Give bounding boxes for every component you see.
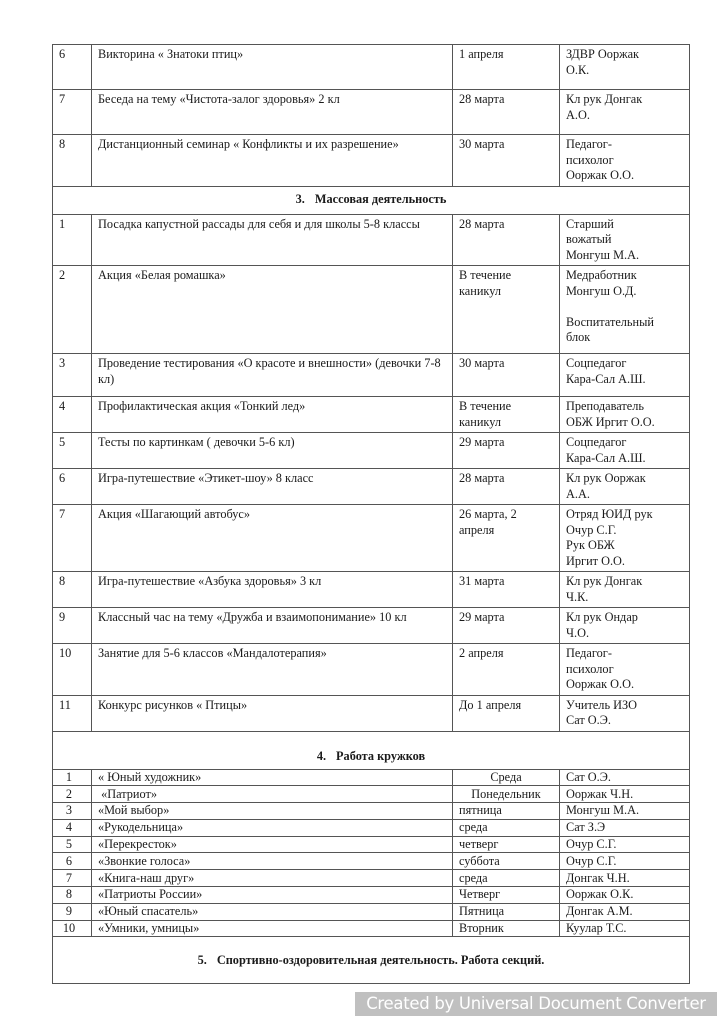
circle-name: «Умники, умницы» (92, 920, 453, 937)
event-responsible (560, 608, 690, 644)
circle-leader: Донгак А.М. (560, 903, 690, 920)
row-number: 7 (53, 90, 92, 135)
event-responsible (560, 644, 690, 696)
table-row (53, 433, 690, 469)
circle-number: 2 (53, 786, 92, 803)
circle-day: четверг (453, 836, 560, 853)
event-responsible (560, 135, 690, 187)
event-responsible (560, 354, 690, 397)
event-name: Акция «Белая ромашка» (92, 266, 453, 354)
table-row (53, 786, 690, 803)
event-name: Игра-путешествие «Азбука здоровья» 3 кл (92, 572, 453, 608)
event-date: 29 марта (453, 608, 560, 644)
circle-number: 4 (53, 819, 92, 836)
circle-leader: Сат З.Э (560, 819, 690, 836)
section5-title: Спортивно-оздоровительная деятельность. Работа секций. (216, 952, 545, 967)
circle-leader: Очур С.Г. (560, 853, 690, 870)
event-date: 2 апреля (453, 644, 560, 696)
circle-name: «Рукодельница» (92, 819, 453, 836)
row-number: 6 (53, 469, 92, 505)
event-date: 28 марта (453, 214, 560, 266)
responsible-line: Иргит О.О. (566, 553, 626, 568)
event-name: Профилактическая акция «Тонкий лед» (92, 397, 453, 433)
table-row (53, 803, 690, 820)
responsible-line: психолог (566, 152, 614, 167)
circle-day: пятница (453, 803, 560, 820)
table-row (53, 90, 690, 135)
responsible-line: Кл рук Донгак (566, 574, 643, 588)
circle-leader: Куулар Т.С. (560, 920, 690, 937)
row-number: 5 (53, 433, 92, 469)
responsible-line: Преподаватель (566, 399, 644, 413)
event-date: 31 марта (453, 572, 560, 608)
event-date: 1 апреля (453, 45, 560, 90)
row-number: 6 (53, 45, 92, 90)
circle-name: «Патриот» (92, 786, 453, 803)
event-responsible (560, 266, 690, 354)
responsible-line: Монгуш О.Д. (566, 283, 637, 298)
section4-header (53, 731, 690, 769)
event-date: 30 марта (453, 135, 560, 187)
event-name: Беседа на тему «Чистота-залог здоровья» 2 кл (92, 90, 453, 135)
responsible-line: вожатый (566, 232, 612, 246)
circle-day: Среда (453, 769, 560, 786)
table-row (53, 769, 690, 786)
circle-day: среда (453, 819, 560, 836)
table-row (53, 903, 690, 920)
responsible-line: Монгуш М.А. (566, 247, 640, 262)
circle-number: 9 (53, 903, 92, 920)
row-number: 8 (53, 572, 92, 608)
circle-day: суббота (453, 853, 560, 870)
circle-day: Понедельник (453, 786, 560, 803)
table-row (53, 214, 690, 266)
table-row (53, 45, 690, 90)
responsible-line: Воспитательный (566, 314, 654, 329)
table-row (53, 608, 690, 644)
table-row (53, 266, 690, 354)
responsible-line: Рук ОБЖ (566, 538, 615, 552)
circle-name: « Юный художник» (92, 769, 453, 786)
circle-leader: Донгак Ч.Н. (560, 870, 690, 887)
section4-number: 4. (316, 749, 327, 763)
circle-leader: Сат О.Э. (560, 769, 690, 786)
event-name: Викторина « Знатоки птиц» (92, 45, 453, 90)
event-date: 26 марта, 2 апреля (453, 505, 560, 572)
event-responsible (560, 695, 690, 731)
responsible-line: Ооржак О.О. (566, 168, 635, 182)
table-row (53, 695, 690, 731)
section5-heading (53, 937, 690, 984)
circle-name: «Книга-наш друг» (92, 870, 453, 887)
event-responsible (560, 45, 690, 90)
circle-day: Вторник (453, 920, 560, 937)
section3-number: 3. (295, 192, 305, 207)
table-row (53, 572, 690, 608)
circle-leader: Ооржак О.К. (560, 887, 690, 904)
responsible-line: Учитель ИЗО (566, 697, 638, 712)
circle-name: «Патриоты России» (92, 887, 453, 904)
section5-number: 5. (197, 952, 207, 967)
table-row (53, 135, 690, 187)
table-row (53, 644, 690, 696)
event-date: 28 марта (453, 90, 560, 135)
responsible-line: Медработник (566, 268, 637, 282)
section4-rows (53, 769, 690, 937)
event-responsible (560, 572, 690, 608)
circle-number: 10 (53, 920, 92, 937)
section2-tail-rows (53, 45, 690, 187)
table-row (53, 819, 690, 836)
responsible-line: Ч.К. (566, 589, 589, 604)
row-number: 11 (53, 695, 92, 731)
responsible-line: Ооржак О.О. (566, 677, 635, 691)
section3-heading (53, 186, 690, 214)
circle-number: 7 (53, 870, 92, 887)
circle-day: среда (453, 870, 560, 887)
responsible-line: Соцпедагог (566, 435, 627, 449)
circle-day: Четверг (453, 887, 560, 904)
event-responsible (560, 505, 690, 572)
responsible-line: Педагог- (566, 137, 612, 151)
row-number: 4 (53, 397, 92, 433)
converter-watermark: Created by Universal Document Converter (355, 992, 717, 1016)
responsible-line: Старший (566, 216, 614, 231)
responsible-line: Очур С.Г. (566, 522, 617, 537)
event-date: 29 марта (453, 433, 560, 469)
table-row (53, 920, 690, 937)
circle-number: 5 (53, 836, 92, 853)
document-page (52, 44, 689, 984)
section3-header (53, 186, 690, 214)
responsible-line: ЗДВР Ооржак (566, 47, 640, 61)
circle-number: 6 (53, 853, 92, 870)
section5-header (53, 937, 690, 984)
circle-name: «Перекресток» (92, 836, 453, 853)
event-date: 28 марта (453, 469, 560, 505)
responsible-line: блок (566, 330, 591, 344)
responsible-line: Отряд ЮИД рук (566, 507, 653, 521)
section4-heading (53, 731, 690, 769)
responsible-line: Сат О.Э. (566, 713, 611, 727)
event-date: В течение каникул (453, 266, 560, 354)
event-date: До 1 апреля (453, 695, 560, 731)
event-date: 30 марта (453, 354, 560, 397)
row-number: 7 (53, 505, 92, 572)
responsible-line: Кл рук Ондар (566, 610, 638, 624)
circle-leader: Монгуш М.А. (560, 803, 690, 820)
responsible-line: Кл рук Ооржак (566, 471, 646, 485)
responsible-line: Кара-Сал А.Ш. (566, 450, 646, 465)
responsible-line: А.О. (566, 107, 590, 122)
event-name: Классный час на тему «Дружба и взаимопонимание» 10 кл (92, 608, 453, 644)
table-row (53, 505, 690, 572)
responsible-line: А.А. (566, 486, 590, 501)
circle-leader: Очур С.Г. (560, 836, 690, 853)
row-number: 10 (53, 644, 92, 696)
event-name: Акция «Шагающий автобус» (92, 505, 453, 572)
section3-title: Массовая деятельность (314, 192, 447, 207)
event-name: Дистанционный семинар « Конфликты и их разрешение» (92, 135, 453, 187)
event-responsible (560, 214, 690, 266)
row-number: 8 (53, 135, 92, 187)
plan-table (52, 44, 690, 984)
row-number: 3 (53, 354, 92, 397)
event-name: Тесты по картинкам ( девочки 5-6 кл) (92, 433, 453, 469)
row-number: 2 (53, 266, 92, 354)
circle-number: 1 (53, 769, 92, 786)
table-row (53, 887, 690, 904)
circle-day: Пятница (453, 903, 560, 920)
event-responsible (560, 433, 690, 469)
row-number: 1 (53, 214, 92, 266)
event-name: Занятие для 5-6 классов «Мандалотерапия» (92, 644, 453, 696)
event-name: Игра-путешествие «Этикет-шоу» 8 класс (92, 469, 453, 505)
table-row (53, 870, 690, 887)
responsible-line: О.К. (566, 62, 590, 77)
circle-name: «Звонкие голоса» (92, 853, 453, 870)
responsible-line: Ч.О. (566, 625, 590, 640)
event-name: Конкурс рисунков « Птицы» (92, 695, 453, 731)
event-responsible (560, 469, 690, 505)
table-row (53, 397, 690, 433)
table-row (53, 853, 690, 870)
event-responsible (560, 90, 690, 135)
event-name: Посадка капустной рассады для себя и для школы 5-8 классы (92, 214, 453, 266)
event-name: Проведение тестирования «О красоте и внешности» (девочки 7-8 кл) (92, 354, 453, 397)
responsible-line: Соцпедагог (566, 356, 627, 370)
circle-name: «Юный спасатель» (92, 903, 453, 920)
responsible-line: Кл рук Донгак (566, 92, 643, 106)
section4-title: Работа кружков (336, 749, 426, 763)
table-row (53, 469, 690, 505)
responsible-line: Педагог- (566, 646, 612, 660)
row-number: 9 (53, 608, 92, 644)
circle-number: 3 (53, 803, 92, 820)
table-row (53, 354, 690, 397)
responsible-line: ОБЖ Иргит О.О. (566, 414, 655, 429)
responsible-line: Кара-Сал А.Ш. (566, 371, 646, 386)
circle-leader: Ооржак Ч.Н. (560, 786, 690, 803)
event-date: В течение каникул (453, 397, 560, 433)
table-row (53, 836, 690, 853)
circle-name: «Мой выбор» (92, 803, 453, 820)
event-responsible (560, 397, 690, 433)
responsible-line: психолог (566, 661, 614, 676)
responsible-line (566, 299, 683, 315)
section3-rows (53, 214, 690, 731)
circle-number: 8 (53, 887, 92, 904)
